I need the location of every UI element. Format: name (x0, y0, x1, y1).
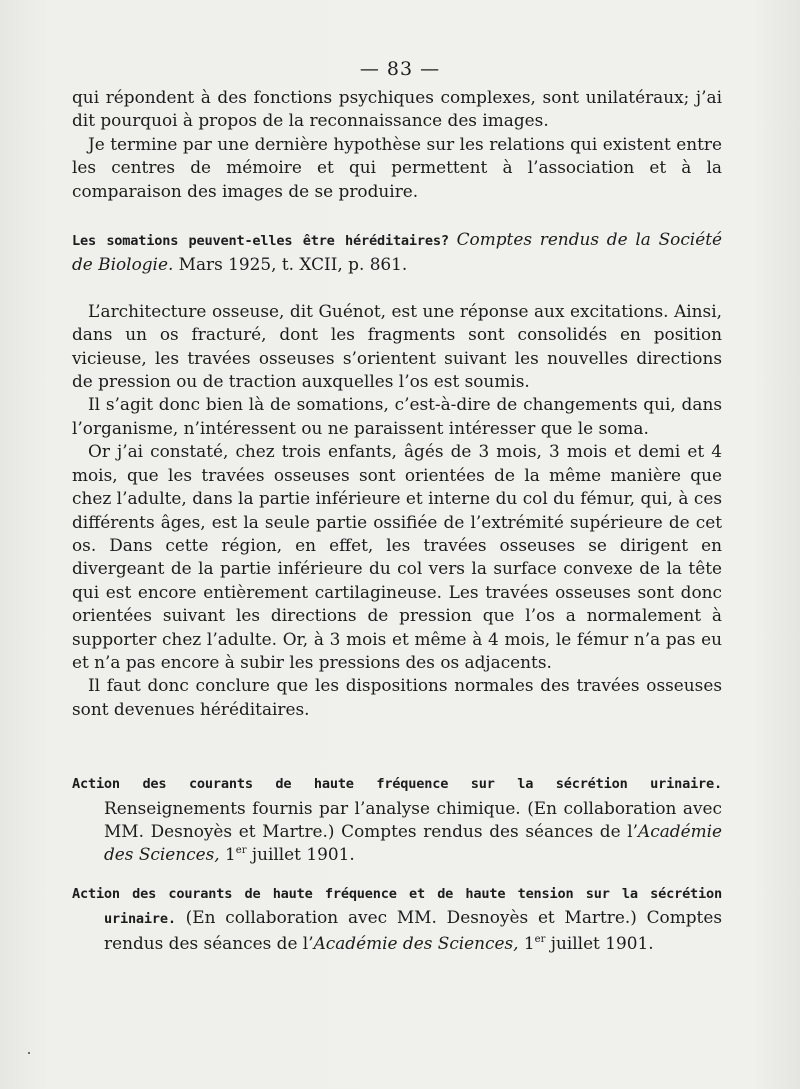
intro-paragraph-1: qui répondent à des fonctions psychiques complexes, sont unilatéraux; j’ai dit pourquoi à propos de la reconnaissance des images. (72, 87, 722, 131)
section1-details: Mars 1925, t. XCII, p. 861. (173, 254, 408, 275)
section2-date-rest: juillet 1901. (246, 844, 355, 865)
section3-reference (72, 881, 722, 955)
paper-speck (28, 1052, 30, 1054)
section1-heading (72, 228, 722, 277)
section3-date-rest: juillet 1901. (545, 932, 654, 953)
section3-date-sup: er (534, 933, 546, 945)
section2-journal: Académie des Sciences, (104, 820, 722, 865)
section1-paragraph-2: Il s’agit donc bien là de somations, c’est-à-dire de changements qui, dans l’organisme, n’intéressent ou ne paraissent intéresser que le soma. (72, 394, 722, 438)
section2-title: Action des courants de haute fréquence sur la sécrétion urinaire. (72, 776, 722, 793)
section1-paragraph-3: Or j’ai constaté, chez trois enfants, âgés de 3 mois, 3 mois et demi et 4 mois, que les travées osseuses sont orientées de la même manière que chez l’adulte, dans la partie inférieure et interne du col du fémur, qui, à ces différents âges, est la seule partie ossifiée de l’extrémité supérieure de cet os. Dans cette région, en effet, les travées osseuses se dirigent en divergeant de la partie inférieure du col vers la surface convexe de la tête qui est encore entièrement cartilagineuse. Les travées osseuses sont donc orientées suivant les directions de pression que l’os a normalement à supporter chez l’adulte. Or, à 3 mois et même à 4 mois, le fémur n’a pas eu et n’a pas encore à subir les pressions des os adjacents. (72, 441, 722, 672)
page-content (72, 86, 722, 955)
section3-text: (En collaboration avec MM. Desnoyès et Martre.) Comptes rendus des séances de l’ (104, 907, 722, 953)
section2-date-sup: er (235, 845, 247, 857)
section1-title: Les somations peuvent-elles être héréditaires? (72, 233, 449, 250)
section1-journal: Comptes rendus de la Société de Biologie. (72, 229, 722, 275)
section3-title: Action des courants de haute fréquence et de haute tension sur la sécrétion urinaire. (72, 885, 722, 928)
section2-date-day: 1 (219, 844, 236, 865)
section3-date-day: 1 (518, 932, 535, 953)
page-number: — 83 — (359, 58, 441, 80)
section2-text: Renseignements fournis par l’analyse chimique. (En collaboration avec MM. Desnoyès et Martre.) Comptes rendus des séances de l’ (104, 797, 722, 841)
section1-paragraph-4: Il faut donc conclure que les dispositions normales des travées osseuses sont devenues héréditaires. (72, 675, 722, 719)
section2-reference (72, 771, 722, 867)
intro-paragraph-2: Je termine par une dernière hypothèse sur les relations qui existent entre les centres de mémoire et qui permettent à l’association et à la comparaison des images de se produire. (72, 133, 722, 201)
section3-journal: Académie des Sciences, (313, 932, 519, 953)
section1-paragraph-1: L’architecture osseuse, dit Guénot, est une réponse aux excitations. Ainsi, dans un os fracturé, dont les fragments sont consolidés en position vicieuse, les travées osseuses s’orientent suivant les nouvelles directions de pression ou de traction auxquelles l’os est soumis. (72, 300, 722, 392)
